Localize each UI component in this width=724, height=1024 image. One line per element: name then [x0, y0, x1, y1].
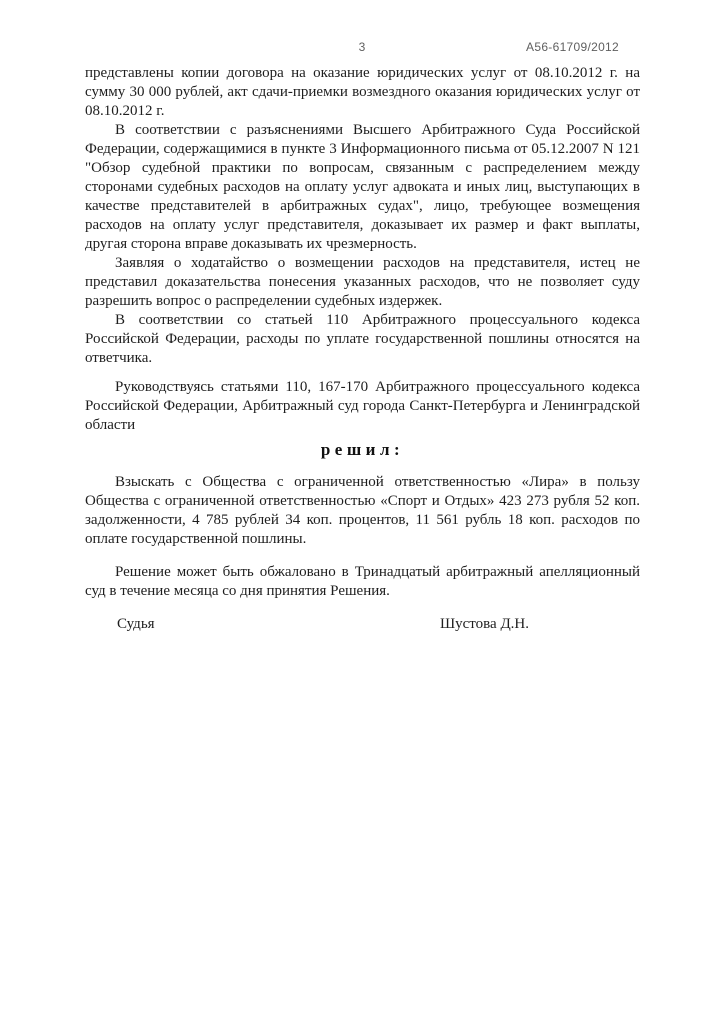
case-number: А56-61709/2012 — [526, 40, 619, 54]
paragraph-article-110: В соответствии со статьей 110 Арбитражного процессуального кодекса Российской Федерации, расходы по уплате государственной пошлины относятся на ответчика. — [85, 312, 640, 366]
paragraph-continuation: представлены копии договора на оказание юридических услуг от 08.10.2012 г. на сумму 30 000 рублей, акт сдачи-приемки возмездного оказания юридических услуг от 08.10.2012 г. — [85, 65, 640, 119]
page-number: 3 — [358, 40, 366, 54]
judge-role-label: Судья — [117, 616, 155, 632]
paragraph-award: Взыскать с Общества с ограниченной ответственностью «Лира» в пользу Общества с ограниченной ответственностью «Спорт и Отдых» 423 273 рубля 52 коп. задолженности, 4 785 рублей 34 коп. процентов, 11 561 рубль 18 коп. расходов по оплате государственной пошлины. — [85, 474, 640, 547]
paragraph-appeal: Решение может быть обжаловано в Тринадцатый арбитражный апелляционный суд в течение месяца со дня принятия Решения. — [85, 564, 640, 599]
document-body — [85, 64, 640, 634]
paragraph-representative-costs: Заявляя о ходатайство о возмещении расходов на представителя, истец не представил доказательства понесения указанных расходов, что не позволяет суду разрешить вопрос о распределении судебных издержек. — [85, 255, 640, 309]
judge-name: Шустова Д.Н. — [440, 616, 530, 632]
running-header — [85, 40, 639, 55]
resolution-heading: решил: — [320, 440, 405, 459]
paragraph-vas-clarifications: В соответствии с разъяснениями Высшего Арбитражного Суда Российской Федерации, содержащимися в пункте 3 Информационного письма от 05.12.2007 N 121 "Обзор судебной практики по вопросам, связанным с распределением между сторонами судебных расходов на оплату услуг адвоката и иных лиц, выступающих в качестве представителей в арбитражных судах", лицо, требующее возмещения расходов на оплату услуг представителя, доказывает их размер и факт выплаты, другая сторона вправе доказывать их чрезмерность. — [85, 122, 640, 252]
paragraph-guided-by-articles: Руководствуясь статьями 110, 167-170 Арбитражного процессуального кодекса Российской Федерации, Арбитражный суд города Санкт-Петербурга и Ленинградской области — [85, 379, 640, 433]
signature-row — [85, 615, 640, 634]
